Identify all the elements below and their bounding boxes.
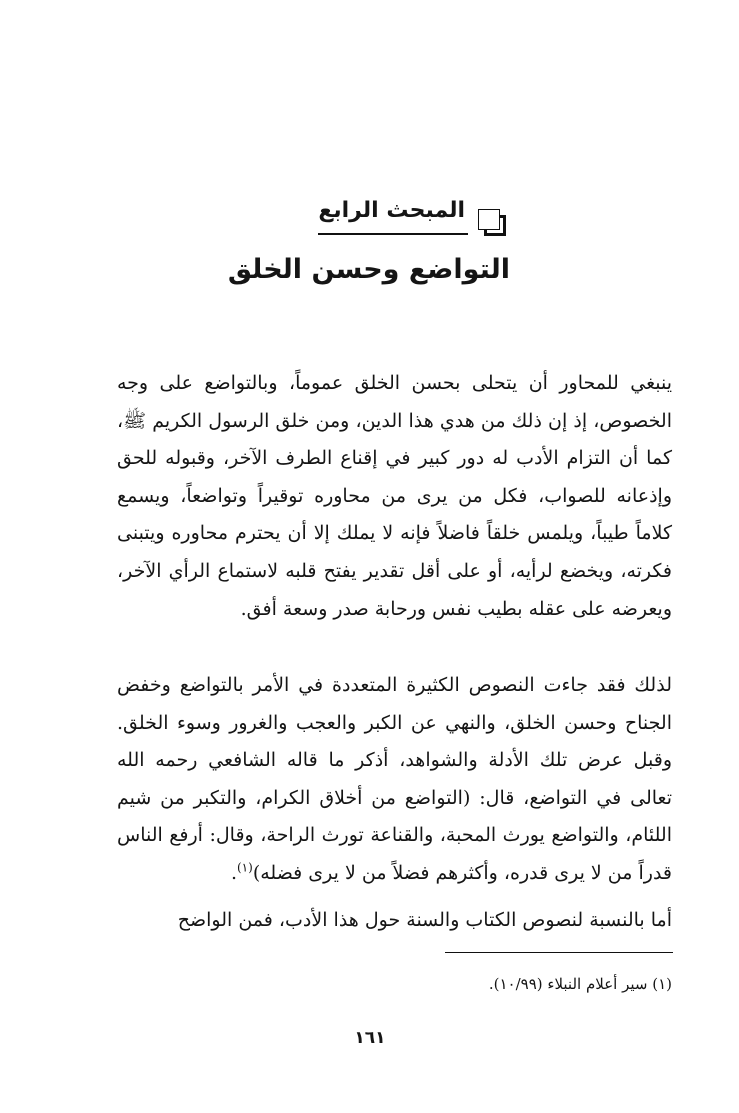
paragraph-1: ينبغي للمحاور أن يتحلى بحسن الخلق عموماً، وبالتواضع على وجه الخصوص، إذ إن ذلك من هدي هذا الدين، ومن خلق الرسول الكريم ﷺ، كما أن التزام الأدب له دور كبير في إقناع الطرف الآخر، وقبوله للحق وإذعانه للصواب، فكل من يرى من محاوره توقيراً وتواضعاً، ويسمع كلاماً طيباً، ويلمس خلقاً فاضلاً فإنه لا يملك إلا أن يحترم محاوره ويتبنى فكرته، ويخضع لرأيه، أو على أقل تقدير يفتح قلبه لاستماع الرأي الآخر، ويعرضه على عقله بطيب نفس ورحابة صدر وسعة أفق. [117, 372, 672, 620]
section-title: التواضع وحسن الخلق [227, 254, 510, 285]
heading-underline [318, 233, 468, 235]
page-number: ١٦١ [354, 1028, 386, 1048]
footnote: (١) سير أعلام النبلاء (١٠/٩٩). [488, 975, 672, 993]
paragraph-2-text: لذلك فقد جاءت النصوص الكثيرة المتعددة في الأمر بالتواضع وخفض الجناح وحسن الخلق، والنهي عن الكبر والعجب والغرور وسوء الخلق. وقبل عرض تلك الأدلة والشواهد، أذكر ما قاله الشافعي رحمه الله تعالى في التواضع، قال: (التواضع من أخلاق الكرام، والتكبر من شيم اللئام، والتواضع يورث المحبة، والقناعة تورث الراحة، وقال: أرفع الناس قدراً من لا يرى قدره، وأكثرهم فضلاً من لا يرى فضله) [117, 674, 672, 884]
footnote-divider [445, 952, 673, 953]
chapter-heading [300, 196, 510, 242]
paragraph-3: أما بالنسبة لنصوص الكتاب والسنة حول هذا الأدب، فمن الواضح [177, 909, 672, 931]
footnote-reference[interactable]: (١) [236, 860, 253, 875]
chapter-label: المبحث الرابع [318, 198, 465, 223]
paragraph-2-end: . [230, 861, 237, 884]
paragraph-2 [117, 667, 672, 893]
square-bullet-icon [478, 209, 506, 236]
